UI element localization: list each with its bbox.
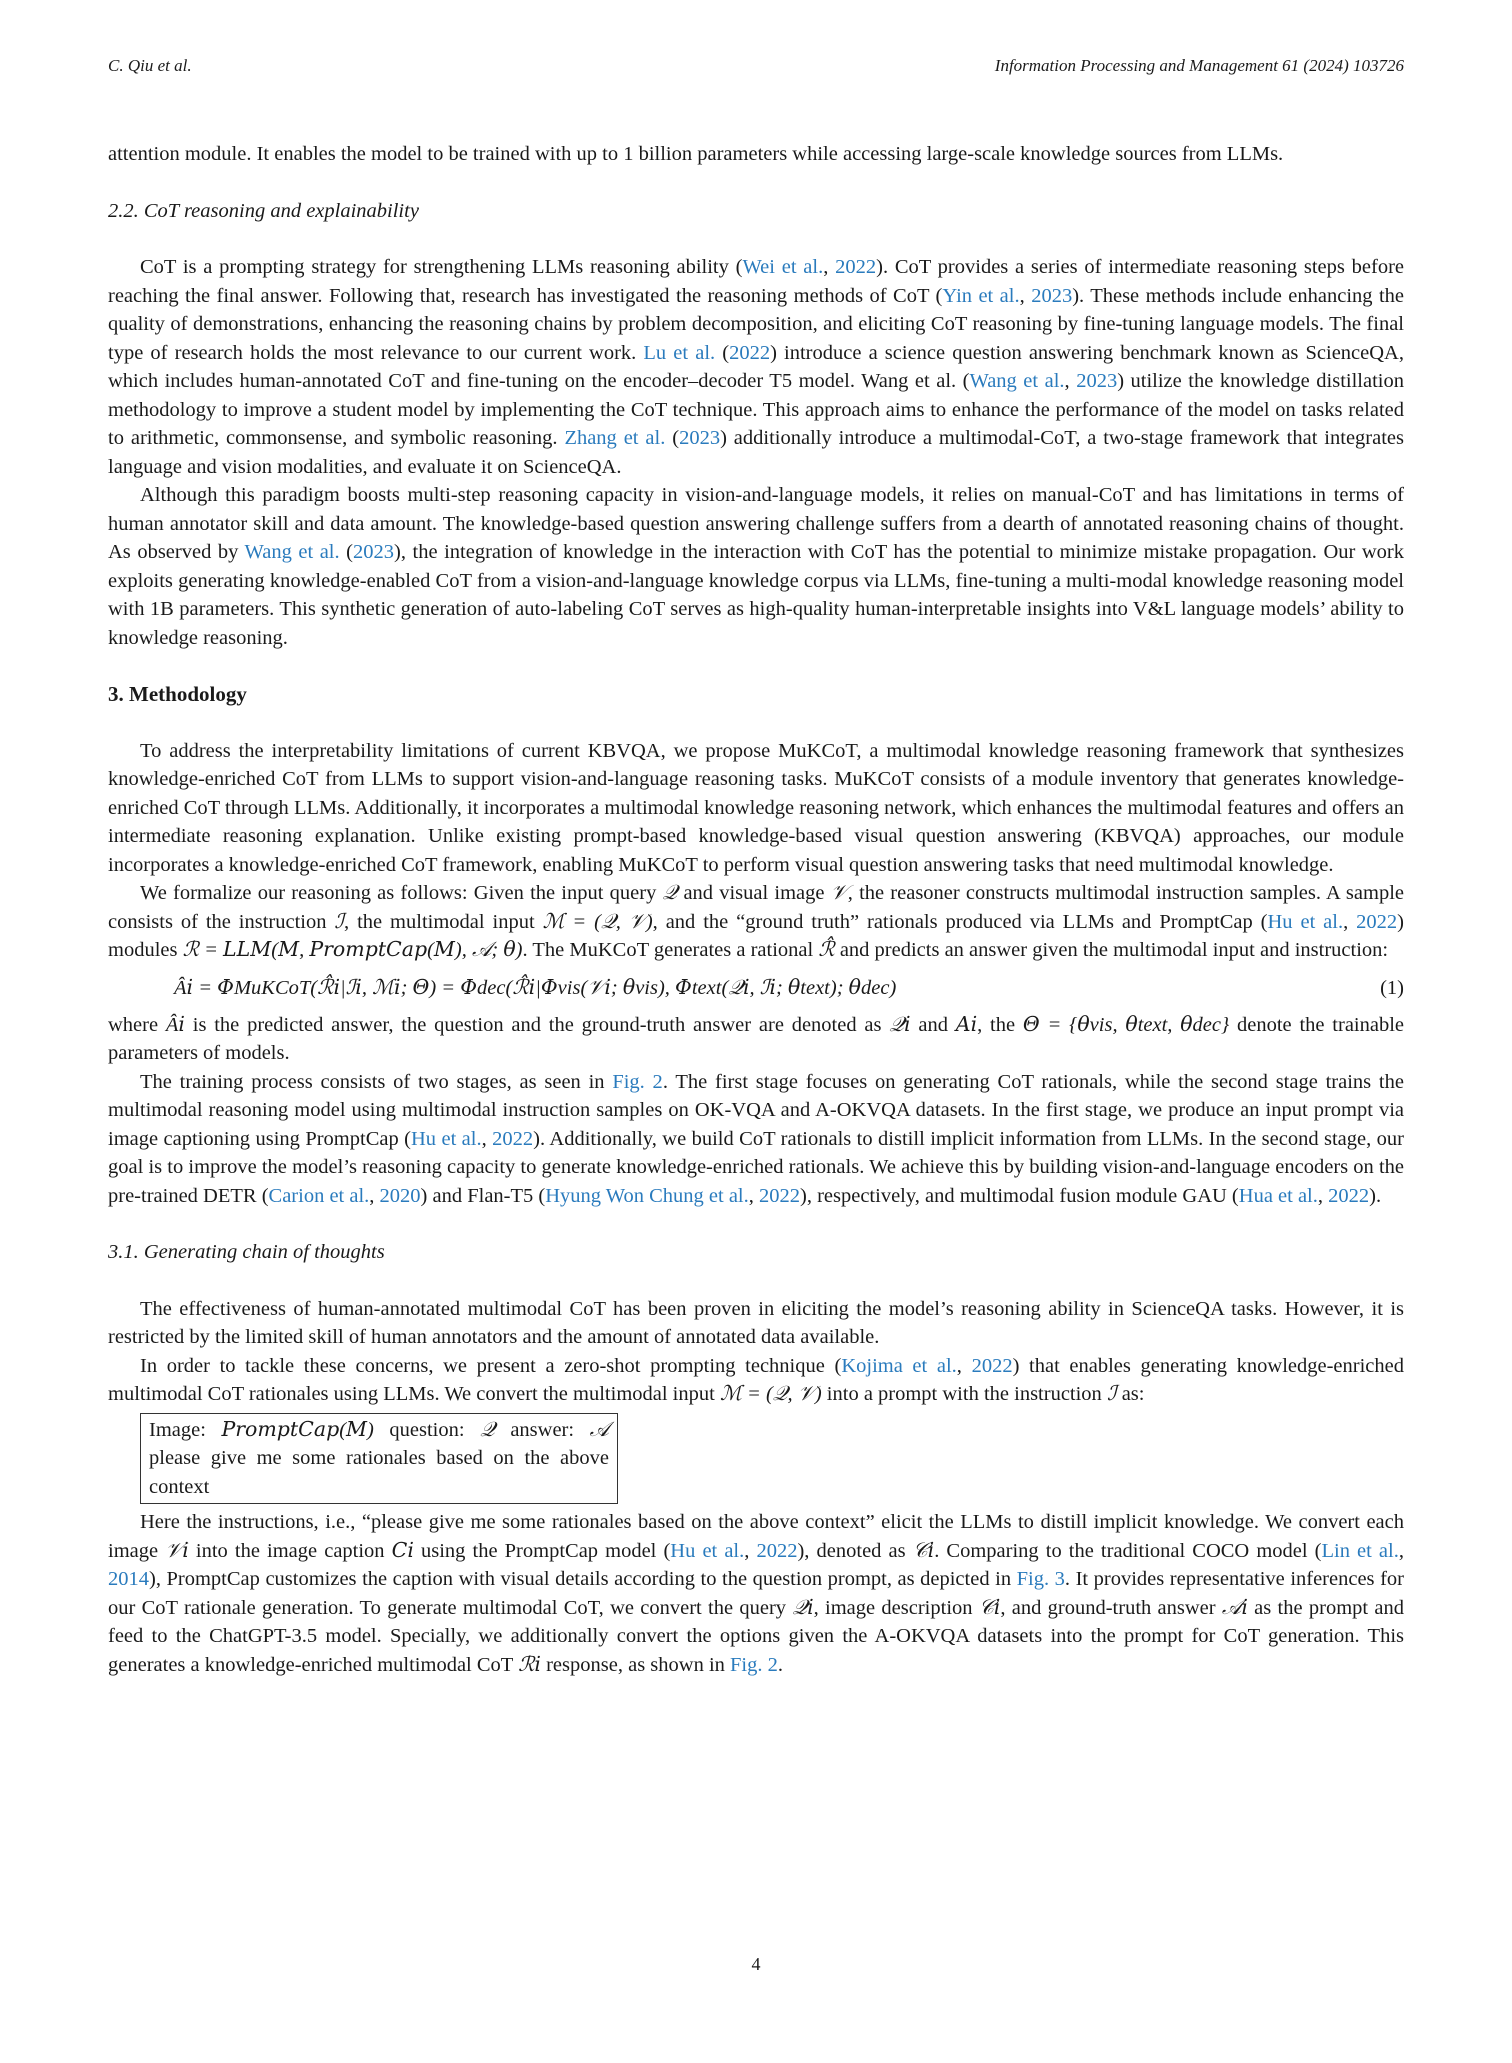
math-inline: 𝒜𝑖 — [1221, 1596, 1248, 1619]
text-run: ( — [715, 341, 730, 364]
math-inline: ℛ𝑖 — [518, 1653, 541, 1676]
text-run: ). Additionally, we build CoT rationals to distill implicit information from LLMs. In the second stage, our goal is to improve the model’s reasoning capacity to generate knowledge-enriched rationals. We achieve this by building vision-and-language encoders on the pre-trained DETR ( — [108, 1127, 1405, 1207]
citation-link[interactable]: 2022 — [971, 1354, 1013, 1377]
math-inline: 𝒬𝑖 — [889, 1013, 911, 1036]
text-run: ) utilize the knowledge distillation methodology to improve a student model by implementing the CoT technique. This approach aims to enhance the performance of the model on tasks related to arithmetic, commonsense, and symbolic reasoning. — [108, 370, 1404, 449]
section-3-paragraph-1: To address the interpretability limitations of current KBVQA, we propose MuKCoT, a multimodal knowledge reasoning framework that synthesizes knowledge-enriched CoT from LLMs to support vision-and-language reasoning tasks. MuKCoT consists of a module inventory that generates knowledge-enriched CoT through LLMs. Additionally, it incorporates a multimodal knowledge reasoning network, which enhances the multimodal features and offers an intermediate reasoning explanation. Unlike existing prompt-based knowledge-based visual question answering (KBVQA) approaches, our module incorporates a knowledge-enriched CoT framework, enabling MuKCoT to perform visual question answering tasks that need multimodal knowledge. — [108, 739, 1404, 876]
math-inline: ℛ = 𝐿𝐿𝑀(𝑀, 𝑃𝑟𝑜𝑚𝑝𝑡𝐶𝑎𝑝(𝑀), 𝒜; 𝜃) — [182, 939, 523, 961]
text-run: , — [744, 1539, 757, 1562]
math-inline: 𝒱𝑖 — [165, 1539, 189, 1562]
text-run: denote the trainable parameters of models. — [108, 1013, 1405, 1064]
text-run: , image description — [813, 1596, 979, 1619]
section-2-2-paragraph-1 — [108, 253, 1404, 481]
text-run: ) that enables generating knowledge-enriched multimodal CoT rationales using LLMs. We convert the multimodal input — [108, 1354, 1404, 1405]
text-run: and visual image — [677, 882, 831, 904]
text-run: , and ground-truth answer — [1000, 1596, 1222, 1619]
text-run: , — [481, 1127, 493, 1150]
section-2-2-heading: 2.2. CoT reasoning and explainability — [108, 199, 419, 222]
header-journal: Information Processing and Management 61 (2024) 103726 — [994, 56, 1404, 75]
citation-link[interactable]: Hu et al. — [410, 1127, 482, 1150]
text-run: . — [777, 1653, 784, 1676]
text-run: Although this paradigm boosts multi-step reasoning capacity in vision-and-language models, it relies on manual-CoT and has limitations in terms of human annotator skill and data amount. The knowledge-based question answering challenge suffers from a dearth of annotated reasoning chains of thought. As observed by — [108, 484, 1404, 563]
math-inline: 𝒜 — [589, 1418, 609, 1441]
citation-link[interactable]: Carion et al. — [268, 1184, 370, 1207]
text-run: ) modules — [108, 910, 1404, 961]
figure-link[interactable]: Fig. 2 — [730, 1653, 778, 1676]
section-3-heading: 3. Methodology — [108, 682, 247, 706]
section-3-paragraph-4 — [108, 1068, 1404, 1211]
text-run: as: — [1116, 1383, 1145, 1405]
text-run: , — [956, 1354, 972, 1377]
text-run: , the multimodal input — [344, 910, 543, 933]
page-body — [108, 140, 1404, 1679]
text-run: and predicts an answer given the multimodal input and instruction: — [834, 939, 1389, 961]
text-run: ), PromptCap customizes the caption with visual details according to the question prompt, as depicted in — [149, 1568, 1017, 1590]
math-inline: ℐ — [1106, 1383, 1117, 1405]
intro-paragraph-end: attention module. It enables the model to be trained with up to 1 billion parameters while accessing large-scale knowledge sources from LLMs. — [108, 143, 1284, 165]
text-run: , and the “ground truth” rationals produced via LLMs and PromptCap ( — [652, 910, 1268, 933]
page-number: 4 — [751, 1954, 761, 1974]
citation-link[interactable]: 2023 — [1076, 370, 1118, 392]
text-run: ), respectively, and multimodal fusion module GAU ( — [800, 1184, 1239, 1207]
text-run: ), the integration of knowledge in the interaction with CoT has the potential to minimize mistake propagation. Our work exploits generating knowledge-enabled CoT from a vision-and-language knowledge corpus via LLMs, fine-tuning a multi-modal knowledge reasoning model with 1B parameters. This synthetic generation of auto-labeling CoT serves as high-quality human-interpretable insights into V&L language models’ ability to knowledge reasoning. — [108, 541, 1404, 649]
text-run: , — [1064, 370, 1077, 392]
math-inline: 𝒬 — [662, 882, 678, 904]
text-run: ( — [339, 541, 354, 563]
text-run: Here the instructions, i.e., “please give me some rationales based on the above context” elicit the LLMs to distill implicit knowledge. We convert each image — [108, 1511, 1404, 1562]
text-run: . Comparing to the traditional COCO model ( — [934, 1539, 1322, 1562]
math-inline: 𝒬 — [480, 1418, 495, 1441]
section-3-1-paragraph-2 — [108, 1352, 1404, 1409]
citation-link[interactable]: 2022 — [835, 256, 877, 278]
text-run: , — [823, 256, 836, 278]
math-inline: 𝒞𝑖 — [978, 1596, 1001, 1619]
citation-link[interactable]: Hyung Won Chung et al. — [545, 1184, 749, 1207]
text-run: . It provides representative inferences for our CoT rationale generation. To generate multimodal CoT, we convert the query — [108, 1568, 1404, 1619]
text-run: , the — [977, 1013, 1023, 1036]
text-run: ) additionally introduce a multimodal-CoT, a two-stage framework that integrates language and vision modalities, and evaluate it on ScienceQA. — [108, 427, 1404, 478]
text-run: answer: — [494, 1418, 590, 1441]
citation-link[interactable]: Lin et al. — [1321, 1539, 1399, 1562]
equation-1 — [108, 969, 1404, 1007]
text-run: . The first stage focuses on generating CoT rationals, while the second stage trains the multimodal reasoning model using multimodal instruction samples on OK-VQA and A-OKVQA datasets. In the first stage, we produce an input prompt via image captioning using PromptCap ( — [108, 1070, 1404, 1150]
text-run: ). — [1369, 1184, 1382, 1207]
math-inline: 𝑃𝑟𝑜𝑚𝑝𝑡𝐶𝑎𝑝(𝑀) — [221, 1418, 374, 1441]
text-run: ), denoted as — [797, 1539, 913, 1562]
citation-link[interactable]: 2023 — [679, 427, 721, 449]
text-run: into the image caption — [188, 1539, 392, 1562]
math-inline: Â𝑖 — [165, 1013, 185, 1036]
section-3-1-paragraph-3 — [108, 1508, 1404, 1679]
section-3-paragraph-3 — [108, 1011, 1404, 1068]
text-run: is the predicted answer, the question and the ground-truth answer are denoted as — [184, 1013, 890, 1036]
citation-link[interactable]: Kojima et al. — [841, 1354, 957, 1377]
citation-link[interactable]: Wei et al. — [742, 256, 824, 278]
text-run: using the PromptCap model ( — [413, 1539, 671, 1562]
math-inline: 𝒞𝑖 — [912, 1539, 935, 1562]
math-inline: 𝛩 = {𝜃vis, 𝜃text, 𝜃dec} — [1022, 1013, 1230, 1036]
text-run: , — [1317, 1184, 1329, 1207]
citation-link[interactable]: Lu et al. — [643, 341, 716, 364]
citation-link[interactable]: 2023 — [1031, 284, 1073, 307]
math-inline: ℳ = (𝒬, 𝒱) — [719, 1383, 822, 1405]
text-run: , — [748, 1184, 759, 1207]
text-run: please give me some rationales based on the above context — [149, 1447, 609, 1498]
text-run: In order to tackle these concerns, we present a zero-shot prompting technique ( — [140, 1354, 842, 1377]
citation-link[interactable]: 2023 — [353, 541, 395, 563]
text-run: , the reasoner constructs multimodal instruction samples. A sample consists of the instruction — [108, 882, 1404, 933]
citation-link[interactable]: Zhang et al. — [564, 427, 666, 449]
text-run: as the prompt and feed to the ChatGPT-3.5 model. Specially, we additionally convert the options given the A-OKVQA datasets into the prompt for CoT generation. This generates a knowledge-enriched multimodal CoT — [108, 1596, 1404, 1676]
text-run: The training process consists of two stages, as seen in — [140, 1070, 613, 1093]
citation-link[interactable]: 2022 — [729, 341, 771, 364]
text-run: and — [910, 1013, 956, 1036]
text-run: , — [1398, 1539, 1404, 1562]
text-run: ). These methods include enhancing the quality of demonstrations, enhancing the reasoning chains by problem decomposition, and eliciting CoT reasoning by fine-tuning language models. The final type of research holds the most relevance to our current work. — [108, 284, 1405, 364]
text-run: , — [369, 1184, 380, 1207]
text-run: ). CoT provides a series of intermediate reasoning steps before reaching the final answer. Following that, research has investigated the reasoning methods of CoT ( — [108, 256, 1404, 307]
citation-link[interactable]: Wang et al. — [969, 370, 1065, 392]
text-run: , — [1343, 910, 1357, 933]
text-run: ) introduce a science question answering benchmark known as ScienceQA, which includes human-annotated CoT and fine-tuning on the encoder–decoder T5 model. Wang et al. ( — [108, 341, 1404, 392]
prompt-template-box — [140, 1413, 618, 1505]
math-inline: 𝐶𝑖 — [391, 1539, 414, 1562]
section-3-1-heading: 3.1. Generating chain of thoughts — [108, 1241, 385, 1263]
math-inline: 𝒬𝑖 — [792, 1596, 814, 1619]
text-run: where — [108, 1013, 166, 1036]
citation-link[interactable]: Hu et al. — [1267, 910, 1344, 933]
equation-body: Â𝑖 = 𝛷MuKCoT(ℛ̂𝑖|ℐ𝑖, ℳ𝑖; 𝛩) = 𝛷dec(ℛ̂𝑖|𝛷vis(𝒱𝑖; 𝜃vis), 𝛷text(𝒬𝑖, ℐ𝑖; 𝜃text); 𝜃dec) — [174, 976, 897, 999]
citation-link[interactable]: 2020 — [379, 1184, 421, 1207]
citation-link[interactable]: Yin et al. — [942, 284, 1020, 307]
section-2-2-paragraph-2 — [108, 481, 1404, 652]
citation-link[interactable]: 2022 — [1328, 1184, 1370, 1207]
math-inline: 𝐴𝑖 — [955, 1013, 978, 1036]
math-inline: 𝒱 — [830, 882, 848, 904]
equation-number: (1) — [1380, 976, 1404, 999]
text-run: ) and Flan-T5 ( — [420, 1184, 546, 1207]
section-3-paragraph-2 — [108, 879, 1404, 965]
math-inline: ℛ̂ — [818, 939, 835, 961]
citation-link[interactable]: 2022 — [756, 1539, 798, 1562]
text-run: response, as shown in — [540, 1653, 731, 1676]
text-run: , — [1019, 284, 1032, 307]
text-run: into a prompt with the instruction — [821, 1383, 1107, 1405]
text-run: Image: — [149, 1418, 222, 1441]
section-3-1-paragraph-1: The effectiveness of human-annotated multimodal CoT has been proven in eliciting the model’s reasoning ability in ScienceQA tasks. However, it is restricted by the limited skill of human annotators and the amount of annotated data available. — [108, 1297, 1404, 1348]
citation-link[interactable]: 2022 — [1356, 910, 1398, 933]
text-run: question: — [373, 1418, 481, 1441]
citation-link[interactable]: Hu et al. — [670, 1539, 745, 1562]
citation-link[interactable]: Wang et al. — [244, 541, 340, 563]
math-inline: ℐ — [334, 910, 345, 933]
citation-link[interactable]: 2022 — [492, 1127, 534, 1150]
text-run: We formalize our reasoning as follows: Given the input query — [140, 882, 663, 904]
figure-link[interactable]: Fig. 2 — [612, 1070, 663, 1093]
citation-link[interactable]: 2022 — [759, 1184, 800, 1207]
text-run: ( — [665, 427, 680, 449]
text-run: CoT is a prompting strategy for strengthening LLMs reasoning ability ( — [140, 256, 743, 278]
running-header — [108, 56, 1404, 80]
text-run: . The MuKCoT generates a rational — [522, 939, 819, 961]
citation-link[interactable]: 2014 — [108, 1568, 149, 1590]
figure-link[interactable]: Fig. 3 — [1016, 1568, 1065, 1590]
header-author: C. Qiu et al. — [108, 56, 192, 75]
citation-link[interactable]: Hua et al. — [1238, 1184, 1318, 1207]
math-inline: ℳ = (𝒬, 𝒱) — [542, 910, 653, 933]
